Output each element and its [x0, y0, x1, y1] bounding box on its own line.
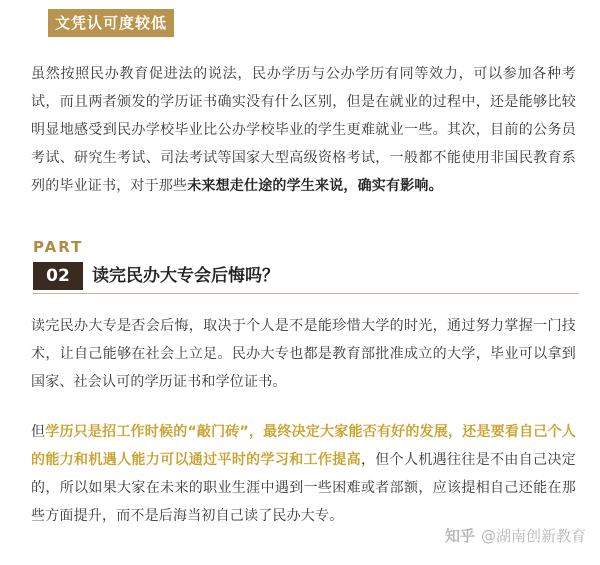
- part-number-badge: 02: [33, 262, 83, 290]
- section-heading: 读完民办大专会后悔吗？: [92, 266, 279, 286]
- paragraph-ability: [31, 418, 576, 530]
- part-label: PART: [33, 238, 84, 256]
- paragraph-highlight: 学历只是招工作时候的“敲门砖”，最终决定大家能否有好的发展，还是要看自己个人的能力和机遇人能力可以通过平时的学习和工作提高: [31, 424, 577, 468]
- paragraph-credential-recognition: [31, 60, 576, 200]
- section-title-tag: 文凭认可度较低: [48, 9, 174, 37]
- heading-divider: [33, 293, 579, 294]
- paragraph-regret: 读完民办大专是否会后悔，取决于个人是不是能珍惜大学的时光，通过努力掌握一门技术，让自己能够在社会上立足。民办大专也都是教育部批准成立的大学，毕业可以拿到国家、社会认可的学历证书和学位证书。: [31, 318, 576, 390]
- watermark: [445, 525, 586, 546]
- paragraph-text: 虽然按照民办教育促进法的说法，民办学历与公办学历有同等效力，可以参加各种考试，而且两者颁发的学历证书确实没有什么区别，但是在就业的过程中，还是能够比较明显地感受到民办学校毕业比公办学校毕业的学生更难就业一些。其次，目前的公务员考试、研究生考试、司法考试等国家大型高级资格考试，一般都不能使用非国民教育系列的毕业证书，对于那些: [31, 66, 576, 194]
- paragraph-lead: 但: [31, 424, 46, 440]
- paragraph-rest: ，但个人机遇往往是不由自己决定的，所以如果大家在未来的职业生涯中遇到一些困难或者部额，应该提相自己还能在那些方面提升，而不是后海当初自己读了民办大专。: [31, 452, 576, 524]
- paragraph-bold-text: 未来想走仕途的学生来说，确实有影响。: [187, 178, 443, 194]
- zhihu-logo: 知乎: [444, 527, 475, 545]
- watermark-text: @湖南创新教育: [480, 527, 586, 545]
